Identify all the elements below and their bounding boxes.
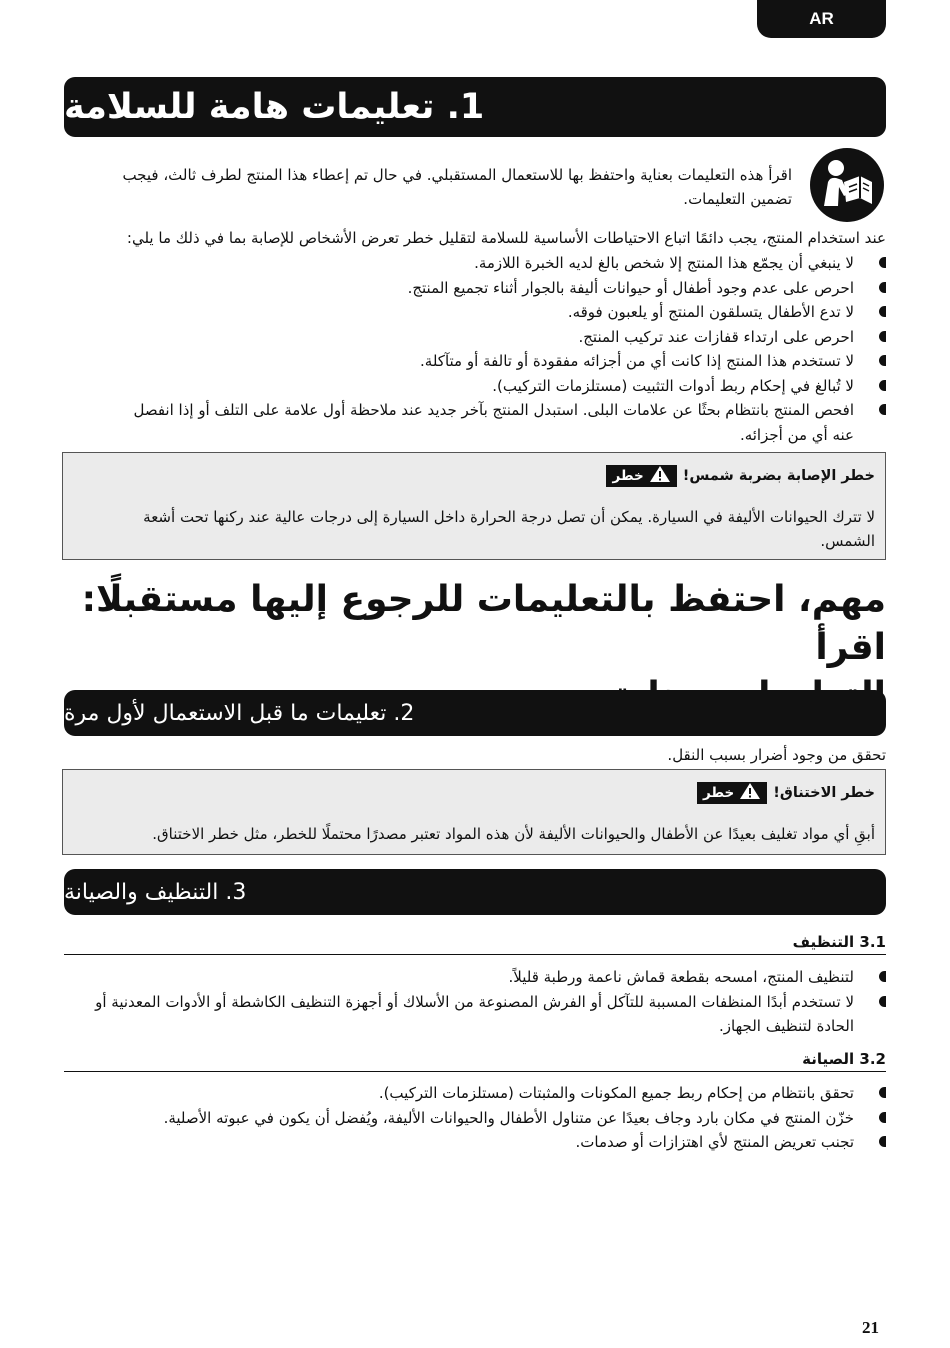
- bullet-icon: [879, 1112, 886, 1123]
- danger-chip-label: خطر: [612, 468, 644, 484]
- list-item: احرص على ارتداء قفازات عند تركيب المنتج.: [64, 325, 886, 350]
- bullet-icon: [879, 971, 886, 982]
- section-3-title: 3. التنظيف والصيانة: [64, 879, 247, 905]
- bullet-icon: [879, 355, 886, 366]
- bullet-icon: [879, 306, 886, 317]
- page-number: 21: [862, 1318, 879, 1337]
- heatstroke-warning-box: [62, 452, 886, 560]
- section-1-header: [64, 77, 886, 137]
- bullet-icon: [879, 331, 886, 342]
- safety-bullet-list: [64, 251, 886, 447]
- cleaning-bullet-2-continuation: الحادة لتنظيف الجهاز.: [719, 1017, 854, 1035]
- list-item: لتنظيف المنتج، امسحه بقطعة قماش ناعمة ورطبة قليلاً.: [64, 965, 886, 990]
- section-1-lead: عند استخدام المنتج، يجب دائمًا اتباع الاحتياطات الأساسية للسلامة لتقليل خطر تعرض الأشخاص للإصابة بما في ذلك ما يلي:: [126, 229, 886, 247]
- bullet-icon: [879, 996, 886, 1007]
- list-item: لا ينبغي أن يجمّع هذا المنتج إلا شخص بالغ لديه الخبرة اللازمة.: [64, 251, 886, 276]
- list-item: تجنب تعريض المنتج لأي اهتزازات أو صدمات.: [64, 1130, 886, 1155]
- bullet-icon: [879, 404, 886, 415]
- heatstroke-heading: خطر الإصابة بضربة شمس!: [682, 468, 875, 484]
- section-1-title: 1. تعليمات هامة للسلامة: [64, 87, 485, 127]
- bullet-icon: [879, 1087, 886, 1098]
- bullet-icon: [879, 1136, 886, 1147]
- choking-text: أبقِ أي مواد تغليف بعيدًا عن الأطفال والحيوانات الأليفة لأن هذه المواد تعتبر مصدرًا محتملًا للخطر، مثل خطر الاختناق.: [152, 825, 875, 843]
- list-item: تحقق بانتظام من إحكام ربط جميع المكونات والمثبتات (مستلزمات التركيب).: [64, 1081, 886, 1106]
- read-manual-icon: [808, 146, 886, 224]
- section-1-intro: [100, 163, 792, 211]
- danger-chip: [697, 782, 767, 804]
- section-3-header: [64, 869, 886, 915]
- bullet-7-continuation: عنه أي من أجزائه.: [739, 425, 854, 444]
- important-keep-instructions-heading: مهم، احتفظ بالتعليمات للرجوع إليها مستقبلًا: اقرأ: [81, 579, 886, 668]
- warning-triangle-icon: [649, 465, 671, 487]
- list-item: لا تستخدم هذا المنتج إذا كانت أي من أجزائه مفقودة أو تالفة أو متآكلة.: [64, 349, 886, 374]
- section-2-text: تحقق من وجود أضرار بسبب النقل.: [667, 746, 886, 764]
- bullet-icon: [879, 257, 886, 268]
- warning-heading: [606, 465, 875, 487]
- language-badge-label: AR: [809, 9, 834, 28]
- maintenance-bullet-list: [64, 1081, 886, 1155]
- heatstroke-text: لا تترك الحيوانات الأليفة في السيارة. يمكن أن تصل درجة الحرارة داخل السيارة إلى درجات عالية عند ركنها تحت أشعة الشمس.: [143, 508, 875, 550]
- subsection-cleaning-title: 3.1 التنظيف: [64, 933, 886, 955]
- section-2-title: 2. تعليمات ما قبل الاستعمال لأول مرة: [64, 700, 415, 726]
- intro-line-1: اقرأ هذه التعليمات بعناية واحتفظ بها للاستعمال المستقبلي. في حال تم إعطاء هذا المنتج لطرف ثالث، فيجب: [122, 166, 792, 184]
- cleaning-bullet-list: [64, 965, 886, 1039]
- intro-line-2: تضمين التعليمات.: [683, 190, 792, 208]
- section-2-header: [64, 690, 886, 736]
- choking-warning-box: [62, 769, 886, 855]
- list-item: لا تدع الأطفال يتسلقون المنتج أو يلعبون فوقه.: [64, 300, 886, 325]
- danger-chip-label: خطر: [702, 785, 735, 801]
- subsection-maintenance-title: 3.2 الصيانة: [64, 1050, 886, 1072]
- list-item: لا تُبالغ في إحكام ربط أدوات التثبيت (مستلزمات التركيب).: [64, 374, 886, 399]
- bullet-icon: [879, 282, 886, 293]
- bullet-icon: [879, 380, 886, 391]
- warning-triangle-icon: [739, 782, 761, 804]
- list-item: خزّن المنتج في مكان بارد وجاف بعيدًا عن متناول الأطفال والحيوانات الأليفة، ويُفضل أن يكون في عبوته الأصلية.: [64, 1106, 886, 1131]
- choking-heading: خطر الاختناق!: [773, 785, 875, 801]
- warning-heading: [697, 782, 875, 804]
- language-badge: [757, 0, 886, 38]
- list-item: افحص المنتج بانتظام بحثًا عن علامات البلى. استبدل المنتج بآخر جديد عند ملاحظة أول علامة على التلف أو إذا انفصل عنه أي من أجزائه.: [64, 398, 886, 447]
- list-item: لا تستخدم أبدًا المنظفات المسببة للتآكل أو الفرش المصنوعة من الأسلاك أو أجهزة التنظيف الكاشطة أو الأدوات المعدنية أو الحادة لتنظيف الجهاز.: [64, 990, 886, 1039]
- danger-chip: [606, 465, 676, 487]
- list-item: احرص على عدم وجود أطفال أو حيوانات أليفة بالجوار أثناء تجميع المنتج.: [64, 276, 886, 301]
